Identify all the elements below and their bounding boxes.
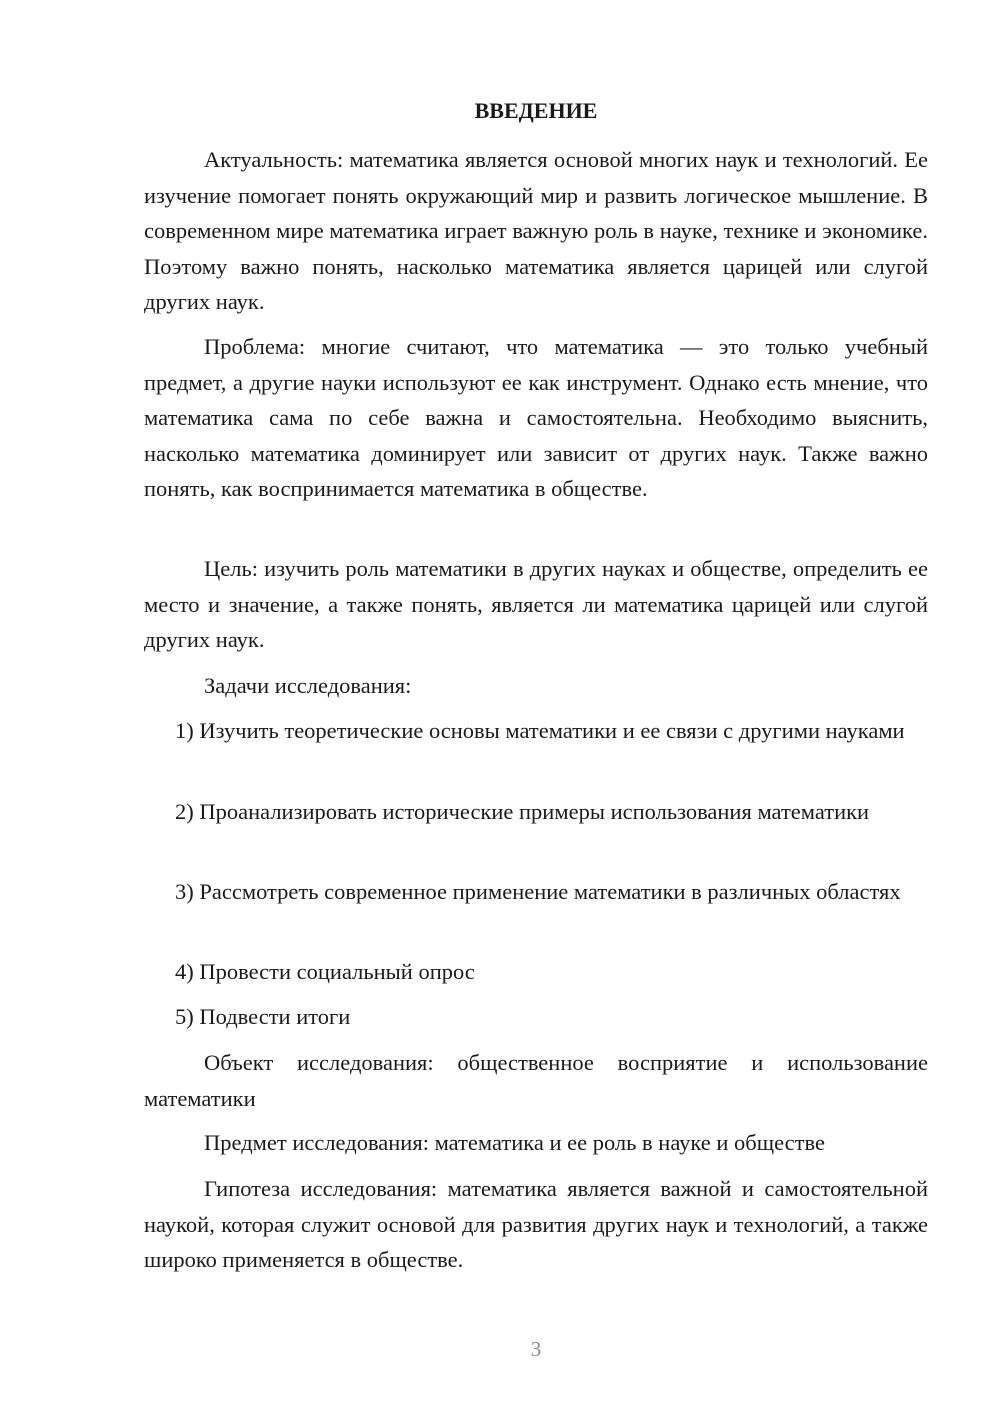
list-item-task-1: 1) Изучить теоретические основы математики и ее связи с другими науками	[175, 718, 905, 743]
list-item-task-5: 5) Подвести итоги	[175, 1004, 351, 1029]
list-item-task-4: 4) Провести социальный опрос	[175, 959, 475, 984]
page-number: 3	[530, 1337, 542, 1361]
list-item-task-3: 3) Рассмотреть современное применение математики в различных областях	[175, 879, 901, 904]
paragraph-hypothesis: Гипотеза исследования: математика является важной и самостоятельной наукой, которая служит основой для развития других наук и технологий, а также широко применяется в обществе.	[144, 1176, 928, 1272]
list-item-task-2: 2) Проанализировать исторические примеры использования математики	[175, 799, 870, 824]
document-page	[144, 0, 928, 1414]
paragraph-relevance: Актуальность: математика является основой многих наук и технологий. Ее изучение помогает понять окружающий мир и развить логическое мышление. В современном мире математика играет важную роль в науке, технике и экономике. Поэтому важно понять, насколько математика является царицей или слугой других наук.	[144, 147, 928, 314]
tasks-heading: Задачи исследования:	[204, 673, 412, 698]
paragraph-problem: Проблема: многие считают, что математика — это только учебный предмет, а другие науки используют ее как инструмент. Однако есть мнение, что математика сама по себе важна и самостоятельна. Необходимо выяснить, насколько математика доминирует или зависит от других наук. Также важно понять, как воспринимается математика в обществе.	[144, 334, 928, 501]
page-title: ВВЕДЕНИЕ	[474, 98, 598, 123]
paragraph-goal: Цель: изучить роль математики в других науках и обществе, определить ее место и значение, а также понять, является ли математика царицей или слугой других наук.	[144, 556, 928, 652]
paragraph-object: Объект исследования: общественное восприятие и использование математики	[144, 1050, 928, 1111]
paragraph-subject: Предмет исследования: математика и ее роль в науке и обществе	[204, 1130, 825, 1155]
